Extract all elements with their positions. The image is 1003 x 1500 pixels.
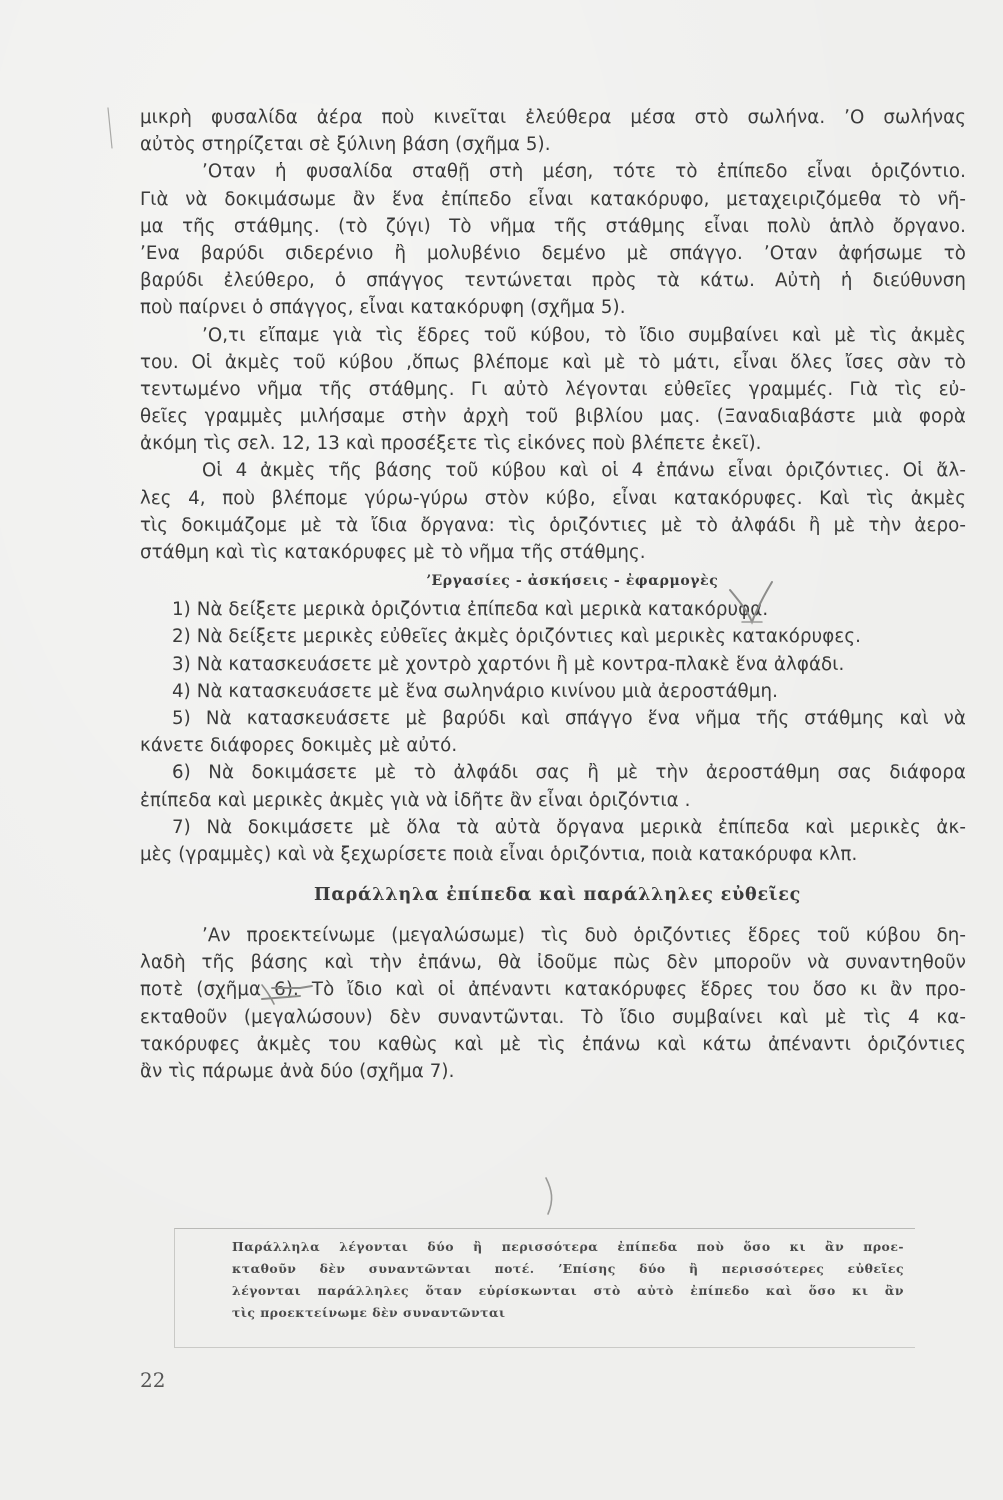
text-line: τεντωμένο νῆμα τῆς στάθμης. Γι αὐτὸ λέγονται εὐθεῖες γραμμές. Γιὰ τὶς εὐ- bbox=[140, 378, 966, 400]
exercise-list bbox=[140, 596, 966, 868]
definition-line: κταθοῦν δὲν συναντῶνται ποτέ. ʼΕπίσης δύο ἢ περισσότερες εὐθεῖες bbox=[232, 1261, 904, 1276]
exercise-item-continued: κάνετε διάφορες δοκιμὲς μὲ αὐτό. bbox=[140, 735, 458, 757]
text-line: λες 4, ποὺ βλέπομε γύρω-γύρω στὸν κύβο, εἶναι κατακόρυφες. Καὶ τὶς ἀκμὲς bbox=[140, 487, 966, 509]
text-line: ἂν τὶς πάρωμε ἀνὰ δύο (σχῆμα 7). bbox=[140, 1061, 455, 1082]
exercise-item: 7) Νὰ δοκιμάσετε μὲ ὅλα τὰ αὐτὰ ὄργανα μερικὰ ἐπίπεδα καὶ μερικὲς ἀκ- bbox=[172, 816, 966, 838]
text-line: ʼΟ,τι εἴπαμε γιὰ τὶς ἕδρες τοῦ κύβου, τὸ ἴδιο συμβαίνει καὶ μὲ τὶς ἀκμὲς bbox=[202, 324, 966, 346]
exercise-item: 6) Νὰ δοκιμάσετε μὲ τὸ ἀλφάδι σας ἢ μὲ τὴν ἀεροστάθμη σας διάφορα bbox=[172, 762, 966, 784]
exercise-item-continued: ἐπίπεδα καὶ μερικὲς ἀκμὲς γιὰ νὰ ἰδῆτε ἂν εἶναι ὁριζόντια . bbox=[140, 789, 691, 811]
exercises-title: ʼΕργασίες - ἀσκήσεις - ἐφαρμογὲς bbox=[426, 573, 719, 590]
text-line: ʼΟταν ἡ φυσαλίδα σταθῇ στὴ μέση, τότε τὸ ἐπίπεδο εἶναι ὁριζόντιο. bbox=[202, 161, 966, 183]
paragraph-4 bbox=[140, 457, 966, 566]
paragraph-3 bbox=[140, 322, 966, 458]
definition-line: λέγονται παράλληλες ὅταν εὑρίσκωνται στὸ αὐτὸ ἐπίπεδο καὶ ὅσο κι ἂν bbox=[232, 1283, 904, 1298]
text-line: ἀκόμη τὶς σελ. 12, 13 καὶ προσέξετε τὶς εἰκόνες ποὺ βλέπετε ἐκεῖ). bbox=[140, 433, 762, 455]
text-line: Γιὰ νὰ δοκιμάσωμε ἂν ἕνα ἐπίπεδο εἶναι κατακόρυφο, μεταχειριζόμεθα τὸ νῆ- bbox=[140, 188, 966, 210]
text-line: τὶς δοκιμάζομε μὲ τὰ ἴδια ὄργανα: τὶς ὁριζόντιες μὲ τὸ ἀλφάδι ἢ μὲ τὴν ἀερο- bbox=[140, 514, 966, 536]
text-line: αὐτὸς στηρίζεται σὲ ξύλινη βάση (σχῆμα 5). bbox=[140, 134, 551, 156]
pencil-slash-mark bbox=[108, 108, 112, 148]
text-line: θεῖες γραμμὲς μιλήσαμε στὴν ἀρχὴ τοῦ βιβλίου μας. (Ξαναδιαβάστε μιὰ φορὰ bbox=[140, 406, 966, 428]
text-line: βαρύδι ἐλεύθερο, ὁ σπάγγος τεντώνεται πρὸς τὰ κάτω. Αὐτὴ ἡ διεύθυνση bbox=[140, 270, 966, 292]
section-heading: Παράλληλα ἐπίπεδα καὶ παράλληλες εὐθεῖες bbox=[314, 885, 802, 906]
definition-line: Παράλληλα λέγονται δύο ἢ περισσότερα ἐπίπεδα ποὺ ὅσο κι ἂν προε- bbox=[232, 1239, 904, 1254]
exercise-item: 4) Νὰ κατασκευάσετε μὲ ἕνα σωληνάριο κινίνου μιὰ ἀεροστάθμη. bbox=[172, 680, 778, 702]
definition-text bbox=[232, 1236, 904, 1324]
text-line: εκταθοῦν (μεγαλώσουν) δὲν συναντῶνται. Τὸ ἴδιο συμβαίνει καὶ μὲ τὶς 4 κα- bbox=[140, 1006, 966, 1028]
text-line: λαδὴ τῆς βάσης καὶ τὴν ἐπάνω, θὰ ἰδοῦμε πὼς δὲν μποροῦν νὰ συναντηθοῦν bbox=[140, 952, 966, 974]
text-line: στάθμη καὶ τὶς κατακόρυφες μὲ τὸ νῆμα τῆς στάθμης. bbox=[140, 542, 646, 563]
text-line: του. Οἱ ἀκμὲς τοῦ κύβου ,ὅπως βλέπομε καὶ μὲ τὸ μάτι, εἶναι ὅλες ἴσες σὰν τὸ bbox=[140, 351, 966, 373]
definition-line: τὶς προεκτείνωμε δὲν συναντῶνται bbox=[232, 1305, 506, 1320]
pencil-slash-mark bbox=[546, 1178, 552, 1214]
section-paragraph bbox=[140, 922, 966, 1085]
text-line: ποὺ παίρνει ὁ σπάγγος, εἶναι κατακόρυφη (σχῆμα 5). bbox=[140, 297, 626, 319]
text-line: ʼΕνα βαρύδι σιδερένιο ἢ μολυβένιο δεμένο μὲ σπάγγο. ʼΟταν ἀφήσωμε τὸ bbox=[140, 242, 966, 264]
text-line: ποτὲ (σχῆμα 6). Τὸ ἴδιο καὶ οἱ ἀπέναντι κατακόρυφες ἕδρες του ὅσο κι ἂν προ- bbox=[140, 979, 966, 1001]
paragraph-1 bbox=[140, 104, 966, 158]
text-line: ʼΑν προεκτείνωμε (μεγαλώσωμε) τὶς δυὸ ὁριζόντιες ἕδρες τοῦ κύβου δη- bbox=[202, 925, 966, 947]
page-number: 22 bbox=[140, 1368, 166, 1392]
exercise-item: 2) Νὰ δείξετε μερικὲς εὐθεῖες ἀκμὲς ὁριζόντιες καὶ μερικὲς κατακόρυφες. bbox=[172, 626, 861, 648]
text-line: μα τῆς στάθμης. (τὸ ζύγι) Τὸ νῆμα τῆς στάθμης εἶναι πολὺ ἁπλὸ ὄργανο. bbox=[140, 215, 966, 237]
text-line: Οἱ 4 ἀκμὲς τῆς βάσης τοῦ κύβου καὶ οἱ 4 ἐπάνω εἶναι ὁριζόντιες. Οἱ ἄλ- bbox=[202, 460, 966, 482]
exercise-item: 3) Νὰ κατασκευάσετε μὲ χοντρὸ χαρτόνι ἢ μὲ κοντρα-πλακὲ ἕνα ἀλφάδι. bbox=[172, 653, 845, 675]
paragraph-2 bbox=[140, 158, 966, 321]
exercise-item-continued: μὲς (γραμμὲς) καὶ νὰ ξεχωρίσετε ποιὰ εἶναι ὁριζόντια, ποιὰ κατακόρυφα κλπ. bbox=[140, 843, 858, 865]
text-line: μικρὴ φυσαλίδα ἀέρα ποὺ κινεῖται ἐλεύθερα μέσα στὸ σωλήνα. ʼΟ σωλήνας bbox=[140, 107, 966, 128]
exercise-item: 1) Νὰ δείξετε μερικὰ ὁριζόντια ἐπίπεδα καὶ μερικὰ κατακόρυφα. bbox=[172, 599, 769, 621]
main-text bbox=[140, 104, 966, 1085]
exercise-item: 5) Νὰ κατασκευάσετε μὲ βαρύδι καὶ σπάγγο ἕνα νῆμα τῆς στάθμης καὶ νὰ bbox=[172, 707, 966, 729]
text-line: τακόρυφες ἀκμὲς του καθὼς καὶ μὲ τὶς ἐπάνω καὶ κάτω ἀπέναντι ὁριζόντιες bbox=[140, 1033, 966, 1055]
